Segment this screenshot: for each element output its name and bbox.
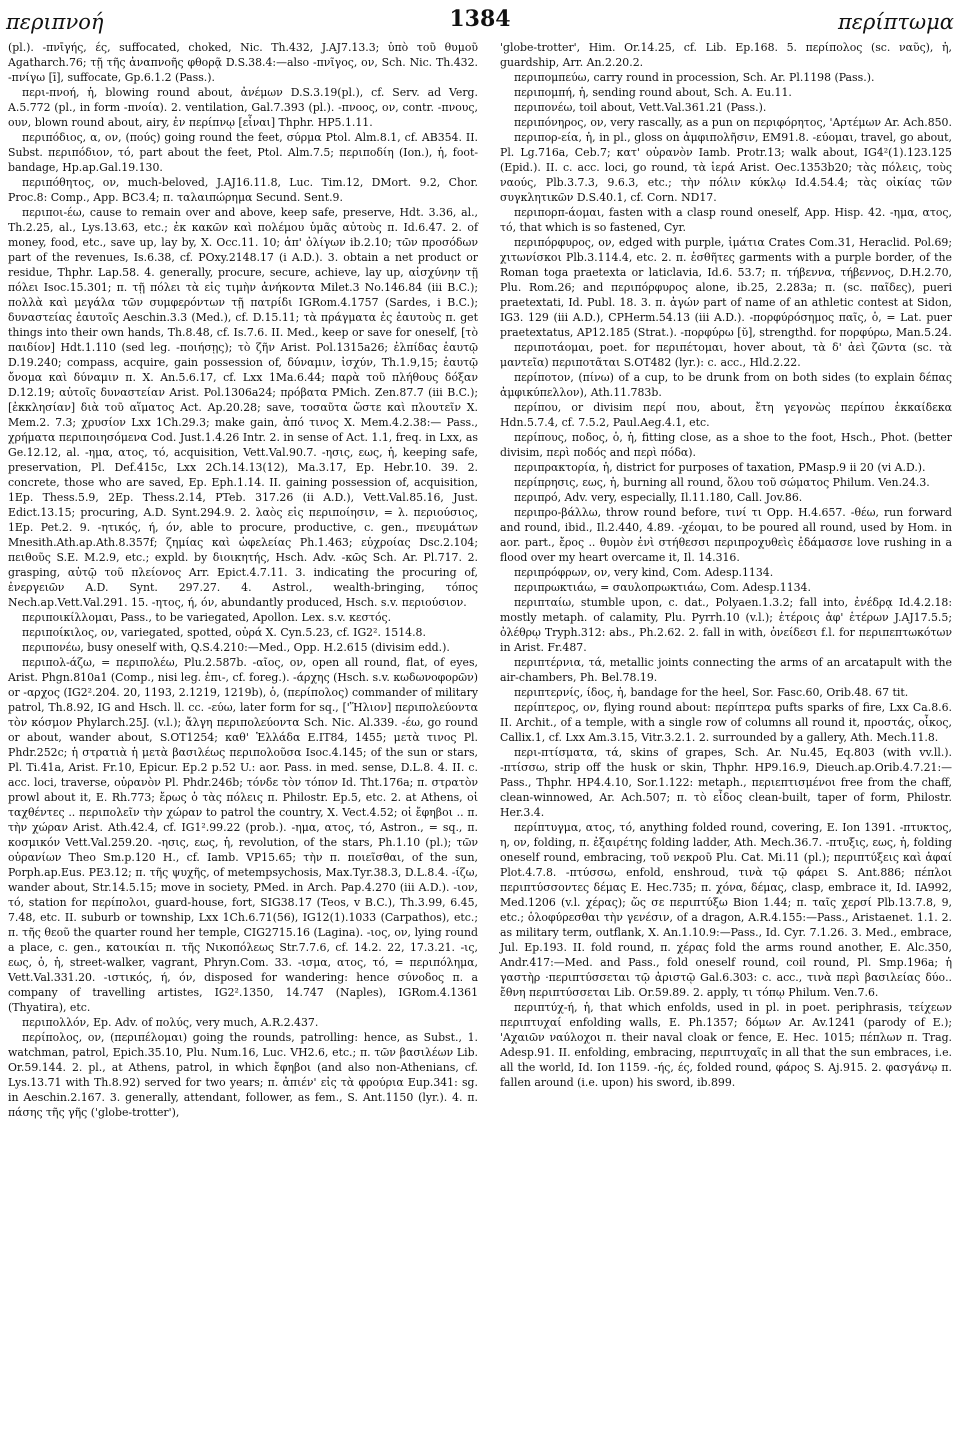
entry-paragraph: περιποι-έω, cause to remain over and above, keep safe, preserve, Hdt. 3.36, al., Th.2.25, al., Lys.13.63, etc.; ἐκ κακῶν καὶ πολέμου ὑμᾶς αὐτοὺς π. Id.6.47. 2. of money, food, etc., save up, lay by, X. Occ.11. 10; ἀπ' ὀλίγων ib.2.10; τῶν προσόδων part of the revenues, Is.6.38, cf. POxy.2148.17 (i A.D.). 3. obtain a net product or residue, Thphr. Lap.58. 4. generally, procure, secure, achieve, lay up, αἰσχύνην τῇ πόλει Isoc.15.301; π. τῇ πόλει τὰ εἰς τιμὴν ἀνήκοντα Milet.3 No.146.84 (iii B.C.); πολλὰ καὶ μεγάλα τῶν συμφερόντων τῇ πατρίδι IGRom.4.1757 (Sardes, i B.C.); δυναστείας ἑαυτοῖς Aeschin.3.3 (Med.), cf. D.15.11; τὰ πράγματα ἐς ἑαυτοὺς π. get things into their own hands, Th.8.48, cf. Is.7.6. II. Med., keep or save for oneself, [τὸ παιδίον] Hdt.1.110 (sed leg. -ποιήσῃς); τὸ ζῆν Arist. Pol.1315a26; ἐλπίδας ἑαυτῷ D.19.240; compass, acquire, gain possession of, δύναμιν, ἰσχύν, Th.1.9,15; ἑαυτῷ ὄνομα καὶ δύναμιν π. X. An.5.6.17, cf. Lxx 1Ma.6.44; παρὰ τοῦ πλήθους δόξαν D.12.19; αὐτοῖς δυναστείαν Arist. Pol.1306a24; πρόβατα PMich. Zen.87.7 (iii B.C.); [ἐκκλησίαν] διὰ τοῦ αἵματος Act. Ap.20.28; save, τοσαῦτα ὥστε καὶ πλουτεῖν X. Mem.2. 7.3; χρυσίον Lxx 1Ch.29.3; make gain, ἀπό τινος X. Mem.4.2.38:— Pass., χρήματα περιποιησόμενα Cod. Just.1.4.26 Intr. 2. in sense of Act. 1.1, freq. in Lxx, as Ge.12.12, al. -ημα, ατος, τό, acquisition, Vett.Val.90.7. -ησις, εως, ἡ, keeping safe, preservation, Pl. Def.415c, Lxx 2Ch.14.13(12), Ma.3.17, Ep. Hebr.10. 39. 2. concrete, those who are saved, Ep. Eph.1.14. II. gaining possession of, acquisition, 1Ep. Thess.5.9, 2Ep. Thess.2.14, PTeb. 317.26 (ii A.D.), Vett.Val.85.16, Just. Edict.13.15; procuring, A.D. Synt.294.9. 2. λαὸς εἰς περιποίησιν, = λ. περιούσιος, 1Ep. Pet.2. 9. -ητικός, ή, όν, able to procure, productive, c. gen., πνευμάτων Mnesith.Ath.ap.Ath.8.357f; ζημίας καὶ ὠφελείας Ph.1.463; εὐχροίας Dsc.2.104; πειθοῦς S.E. M.2.9, etc.; expld. by διοικητής, Hsch. Adv. -κῶς Sch. Ar. Pl.717. 2. grasping, αὐτῷ τοῦ πλείονος Arr. Epict.4.7.11. 3. indicating the procuring of, ἐνεργειῶν A.D. Synt. 297.27. 4. Astrol., wealth-bringing, τόπος Nech.ap.Vett.Val.291. 15. -ητος, ή, όν, abundantly produced, Hsch. s.v. περιούσιον. bbox=[8, 206, 478, 609]
entry-paragraph: περιποίκιλος, ον, variegated, spotted, οὐρά X. Cyn.5.23, cf. IG2². 1514.8. bbox=[22, 626, 426, 639]
entry-paragraph: περιπορπ-άομαι, fasten with a clasp round oneself, App. Hisp. 42. -ημα, ατος, τό, that which is so fastened, Cyr. bbox=[500, 206, 952, 234]
entry-paragraph: περιπρωκτιάω, = σαυλοπρωκτιάω, Com. Adesp.1134. bbox=[514, 581, 811, 594]
entry-paragraph: περιπορ-εία, ἡ, in pl., gloss on ἀμφιπολῆσιν, EM91.8. -εύομαι, travel, go about, Pl. Lg.716a, Ceb.7; κατ' οὐρανὸν Iamb. Protr.13; walk about, IG4²(1).123.125 (Epid.). II. c. acc. loci, go round, τὰ ἱερά Arist. Oec.1353b20; τὰς πόλεις, τοὺς ναούς, Plb.3.7.3, 9.6.3, etc.; τὴν πόλιν κύκλῳ Id.4.54.4; τὰς οἰκίας τῶν συγκλητικῶν D.S.40.1, cf. Corn. ND17. bbox=[500, 131, 952, 204]
entry-paragraph: περιπτερνίς, ίδος, ἡ, bandage for the heel, Sor. Fasc.60, Orib.48. 67 tit. bbox=[514, 686, 909, 699]
entry-paragraph: περιπολ-άζω, = περιπολέω, Plu.2.587b. -αῖος, ον, open all round, flat, of eyes, Arist. Phgn.810a1 (Comp., nisi leg. ἐπι-, cf. foreg.). -άρχης (Hsch. s.v. κωδωνοφορῶν) or -αρχος (IG2².204. 20, 1193, 2.1219, 1219b), ὁ, (περίπολος) commander of military patrol, Th.8.92, IG and Hsch. ll. cc. -εύω, later form for sq., ['Ἥλιον] περιπολεύοντα τὸν κόσμον Phylarch.25J. (v.l.); ἄλγη περιπολεύοντα Sch. Nic. Al.339. -έω, go round or about, wander about, S.OT1254; καθ' Ἑλλάδα E.IT84, 1455; μετὰ τινος Pl. Phdr.252c; ἡ στρατιὰ ἡ μετὰ βασιλέως περιπολοῦσα Isoc.4.145; of the sun or stars, Pl. Ti.41a, Arist. Fr.10, Epicur. Ep.2 p.52 U.: aor. Pass. in med. sense, D.L.8. 4. II. c. acc. loci, traverse, οὐρανὸν Pl. Phdr.246b; τόνδε τὸν τόπον Id. Tht.176a; π. στρατὸν prowl about it, E. Rh.773; ἔρως ὁ τὰς πόλεις π. Philostr. Ep.5, etc. 2. at Athens, οἱ ταχθέντες .. περιπολεῖν τὴν χώραν to patrol the country, X. Vect.4.52; οἱ ἔφηβοι .. π. τὴν χώραν Arist. Ath.42.4, cf. IG1².99.22 (prob.). -ημα, ατος, τό, Astron., = sq., π. κοσμικόν Vett.Val.259.20. -ησις, εως, ἡ, revolution, of the stars, Ph.1.10 (pl.); τῶν οὐρανίων Theo Sm.p.120 H., cf. Iamb. VP15.65; τὴν π. ποιεῖσθαι, of the sun, Porph.ap.Eus. PE3.12; π. τῆς ψυχῆς, of metempsychosis, Max.Tyr.38.3, D.L.8.4. -ίζω, wander about, Str.14.5.15; move in society, PMed. in Arch. Pap.4.270 (iii A.D.). -ιον, τό, station for περίπολοι, guard-house, fort, SIG38.17 (Teos, v B.C.), Th.3.99, 6.45, 7.48, etc. II. suburb or township, Lxx 1Ch.6.71(56), IG12(1).1033 (Carpathos), etc.; π. τῆς θεοῦ the quarter round her temple, CIG2715.16 (Lagina). -ιος, ον, lying round a place, c. gen., κατοικίαι π. τῆς Νικοπόλεως Str.7.7.6, cf. 14.2. 22, 17.3.21. -ις, εως, ὁ, ἡ, street-walker, vagrant, Phryn.Com. 33. -ισμα, ατος, τό, = περιπόλημα, Vett.Val.331.20. -ιστικός, ή, όν, disposed for wandering: hence σύνοδος π. a company of travelling artistes, IG2².1350, 14.747 (Naples), IGRom.4.1361 (Thyatira), etc. bbox=[8, 656, 478, 1014]
entry-paragraph: περιπρακτορία, ἡ, district for purposes of taxation, PMasp.9 ii 20 (vi A.D.). bbox=[514, 461, 926, 474]
entry-paragraph: περίπτερος, ον, flying round about: περίπτερα pufts sparks of fire, Lxx Ca.8.6. II. Archit., of a temple, with a single row of columns all round it, προστάς, οἶκος, Callix.1, cf. Lxx Am.3.15, Vitr.3.2.1. 2. surrounded by a gallery, Ath. Mech.11.8. bbox=[500, 701, 952, 744]
entry-paragraph: περιπταίω, stumble upon, c. dat., Polyaen.1.3.2; fall into, ἐνέδρᾳ Id.4.2.18: mostly metaph. of calamity, Plu. Pyrrh.10 (v.l.); ἑτέροις ἀφ' ἑτέρων J.AJ17.5.5; ὀλέθρῳ Tryph.312: abs., Ph.2.62. 2. fall in with, ὀνείδεσι f.l. for περιπεπτωκότων in Arist. Fr.487. bbox=[500, 596, 952, 654]
entry-paragraph: περίπολος, ον, (περιπέλομαι) going the rounds, patrolling: hence, as Subst., 1. watchman, patrol, Epich.35.10, Plu. Num.16, Luc. VH2.6, etc.; π. τῶν βασιλέων Lib. Or.59.144. 2. pl., at Athens, patrol, in which ἔφηβοι (and also non-Athenians, cf. Lys.13.71 with Th.8.92) served for two years; π. ἀπιέν' εἰς τὰ φρούρια Eup.341: sg. in Aeschin.2.167. 3. generally, attendant, follower, as fem., S. Ant.1150 (lyr.). 4. π. πάσης τῆς γῆς ('globe-trotter'), bbox=[8, 1031, 478, 1119]
entry-paragraph: περίπου, or divisim περί που, about, ἔτη γεγονὼς περίπου ἑκκαίδεκα Hdn.5.7.4, cf. 7.5.2, Paul.Aeg.4.1, etc. bbox=[500, 401, 952, 429]
entry-paragraph: περιπρόφρων, ον, very kind, Com. Adesp.1134. bbox=[514, 566, 774, 579]
right-running-head: περίπτωμα bbox=[837, 10, 954, 34]
entry-paragraph: περιπόρφυρος, ον, edged with purple, ἱμάτια Crates Com.31, Heraclid. Pol.69; χιτωνίσκοι Plb.3.114.4, etc. 2. π. ἐσθῆτες garments with a purple border, of the Roman toga praetexta or laticlavia, Id.6. 53.7; π. τήβεννα, τήβεννος, D.H.2.70, Plu. Rom.26; and περιπόρφυρος alone, ib.25, 2.283a; π. (sc. παῖδες), pueri praetextati, Id. Publ. 18. 3. π. ἀγών part of name of an athletic contest at Sidon, IG3. 129 (iii A.D.), CPHerm.54.13 (iii A.D.). -πορφύρόσημος παῖς, ὁ, = Lat. puer praetextatus, AP12.185 (Strat.). -πορφύρω [ῠ], strengthd. for πορφύρω, Man.5.24. bbox=[500, 236, 952, 339]
entry-paragraph: περιπομπή, ἡ, sending round about, Sch. A. Eu.11. bbox=[514, 86, 792, 99]
entry-paragraph: περι-πνοή, ἡ, blowing round about, ἀνέμων D.S.3.19(pl.), cf. Serv. ad Verg. A.5.772 (pl., in form -πνοία). 2. ventilation, Gal.7.393 (pl.). -πνοος, ον, contr. -πνους, ουν, blown round about, airy, ἐν περίπνῳ [εἶναι] Thphr. HP5.1.11. bbox=[8, 86, 478, 129]
entry-paragraph: 'globe-trotter', Him. Or.14.25, cf. Lib. Ep.168. 5. περίπολος (sc. ναῦς), ἡ, guardship, Arr. An.2.20.2. bbox=[500, 41, 952, 69]
left-column bbox=[8, 40, 478, 1120]
right-column bbox=[500, 40, 952, 1090]
entry-paragraph: περιπόνηρος, ον, very rascally, as a pun on περιφόρητος, 'Αρτέμων Ar. Ach.850. bbox=[514, 116, 952, 129]
entry-paragraph: περιποτάομαι, poet. for περιπέτομαι, hover about, τὰ δ' ἀεὶ ζῶντα (sc. τὰ μαντεῖα) περιποτᾶται S.OT482 (lyr.): c. acc., Hld.2.22. bbox=[500, 341, 952, 369]
entry-paragraph: περιποικίλλομαι, Pass., to be variegated, Apollon. Lex. s.v. κεστός. bbox=[22, 611, 392, 624]
entry-paragraph: περιπρό, Adv. very, especially, Il.11.180, Call. Jov.86. bbox=[514, 491, 803, 504]
entry-paragraph: περιπομπεύω, carry round in procession, Sch. Ar. Pl.1198 (Pass.). bbox=[514, 71, 875, 84]
entry-paragraph: περιπόθητος, ον, much-beloved, J.AJ16.11.8, Luc. Tim.12, DMort. 9.2, Chor. Proc.8: Comp., App. BC3.4; π. ταλαιπώρημα Secund. Sent.9. bbox=[8, 176, 478, 204]
entry-paragraph: περιπτέρνια, τά, metallic joints connecting the arms of an arcatapult with the air-chambers, Ph. Bel.78.19. bbox=[500, 656, 952, 684]
entry-paragraph: περι-πτίσματα, τά, skins of grapes, Sch. Ar. Nu.45, Eq.803 (with vv.ll.). -πτίσσω, strip off the husk or skin, Thphr. HP9.16.9, Dieuch.ap.Orib.4.7.21:—Pass., Thphr. HP4.4.10, Sor.1.122: metaph., περιεπτισμένοι free from the chaff, clean-winnowed, Ar. Ach.507; π. τὸ εἶδος clean-built, taper of form, Philostr. Her.3.4. bbox=[500, 746, 952, 819]
entry-paragraph: περιπτύχ-ή, ἡ, that which enfolds, used in pl. in poet. periphrasis, τείχεων περιπτυχαί enfolding walls, E. Ph.1357; δόμων Ar. Av.1241 (parody of E.); 'Αχαιῶν ναύλοχοι π. their naval cloak or fence, E. Hec. 1015; πέπλων π. Trag. Adesp.91. II. enfolding, embracing, περιπτυχαῖς in all that the sun embraces, i.e. all the world, Id. Ion 1159. -ής, ές, folded round, φάρος S. Aj.915. 2. φασγάνῳ π. fallen around (i.e. upon) his sword, ib.899. bbox=[500, 1001, 952, 1089]
entry-paragraph: περίποτον, (πίνω) of a cup, to be drunk from on both sides (to explain δέπας ἀμφικύπελλον), Ath.11.783b. bbox=[500, 371, 952, 399]
entry-paragraph: περίπτυγμα, ατος, τό, anything folded round, covering, E. Ion 1391. -πτυκτος, η, ον, folding, π. ἐξαιρέτης folding ladder, Ath. Mech.36.7. -πτυξις, εως, ἡ, folding oneself round, embracing, τοῦ νεκροῦ Plu. Cat. Mi.11 (pl.); περιπτύξεις καὶ ἁφαί Plot.4.7.8. -πτύσσω, enfold, enshroud, τινὰ τῷ φάρει S. Ant.886; πέπλοι περιπτύσσοντες δέμας E. Hec.735; π. χόνα, δέμας, clasp, embrace it, Id. IA992, Med.1206 (v.l. χέρας); ὥς σε περιπτύξω Bion 1.44; π. ταῖς χερσί Plb.13.7.8, 9, etc.; ὁλοφύρεσθαι τὴν γενέσιν, of a dragon, A.R.4.155:—Pass., Aristaenet. 1.1. 2. as military term, outflank, X. An.1.10.9:—Pass., Id. Cyr. 7.1.26. 3. Med., embrace, Jul. Ep.193. II. fold round, π. χέρας fold the arms round another, E. Alc.350, Andr.417:—Med. and Pass., fold oneself round, coil round, Pl. Smp.196a; ἡ γαστὴρ ·περιπτύσσεται τῷ ἀριστῷ Gal.6.303: c. acc., τινὰ περὶ βασιλείας δύο.. ἔθνη περιπτύσσεται Lib. Or.59.89. 2. apply, τι τόπῳ Philum. Ven.7.6. bbox=[500, 821, 952, 999]
entry-paragraph: περιπονέω, toil about, Vett.Val.361.21 (Pass.). bbox=[514, 101, 767, 114]
page-number: 1384 bbox=[449, 6, 511, 32]
entry-paragraph: (pl.). -πνῑγής, ές, suffocated, choked, Nic. Th.432, J.AJ7.13.3; ὑπὸ τοῦ θυμοῦ Agatharch.76; τῇ τῆς ἀναπνοῆς φθορᾷ D.S.38.4:—also -πνῖγος, ον, Sch. Nic. Th.432. -πνίγω [ī], suffocate, Gp.6.1.2 (Pass.). bbox=[8, 41, 478, 84]
entry-paragraph: περιπονέω, busy oneself with, Q.S.4.210:—Med., Opp. H.2.615 (divisim edd.). bbox=[22, 641, 450, 654]
entry-paragraph: περιπρο-βάλλω, throw round before, τινί τι Opp. H.4.657. -θέω, run forward and round, ibid., Il.2.440, 4.89. -χέομαι, to be poured all round, used by Hom. in aor. part., ἔρος .. θυμὸν ἐνὶ στήθεσσι περιπροχυθεὶς ἐδάμασσε love rushing in a flood over my heart overcame it, Il. 14.316. bbox=[500, 506, 952, 564]
page-header bbox=[6, 4, 954, 38]
entry-paragraph: περιπολλόν, Ep. Adv. of πολύς, very much, A.R.2.437. bbox=[22, 1016, 319, 1029]
left-running-head: περιπνοή bbox=[6, 10, 104, 34]
entry-paragraph: περιπόδιος, α, ον, (πούς) going round the feet, σύρμα Ptol. Alm.8.1, cf. AB354. II. Subst. περιπόδιον, τό, part about the feet, Ptol. Alm.7.5; περιποδίη (Ion.), ἡ, foot-bandage, Hp.ap.Gal.19.130. bbox=[8, 131, 478, 174]
entry-paragraph: περίπρησις, εως, ἡ, burning all round, ὅλου τοῦ σώματος Philum. Ven.24.3. bbox=[514, 476, 930, 489]
entry-paragraph: περίπους, ποδος, ὁ, ἡ, fitting close, as a shoe to the foot, Hsch., Phot. (better divisim, περὶ ποδός and περὶ πόδα). bbox=[500, 431, 952, 459]
